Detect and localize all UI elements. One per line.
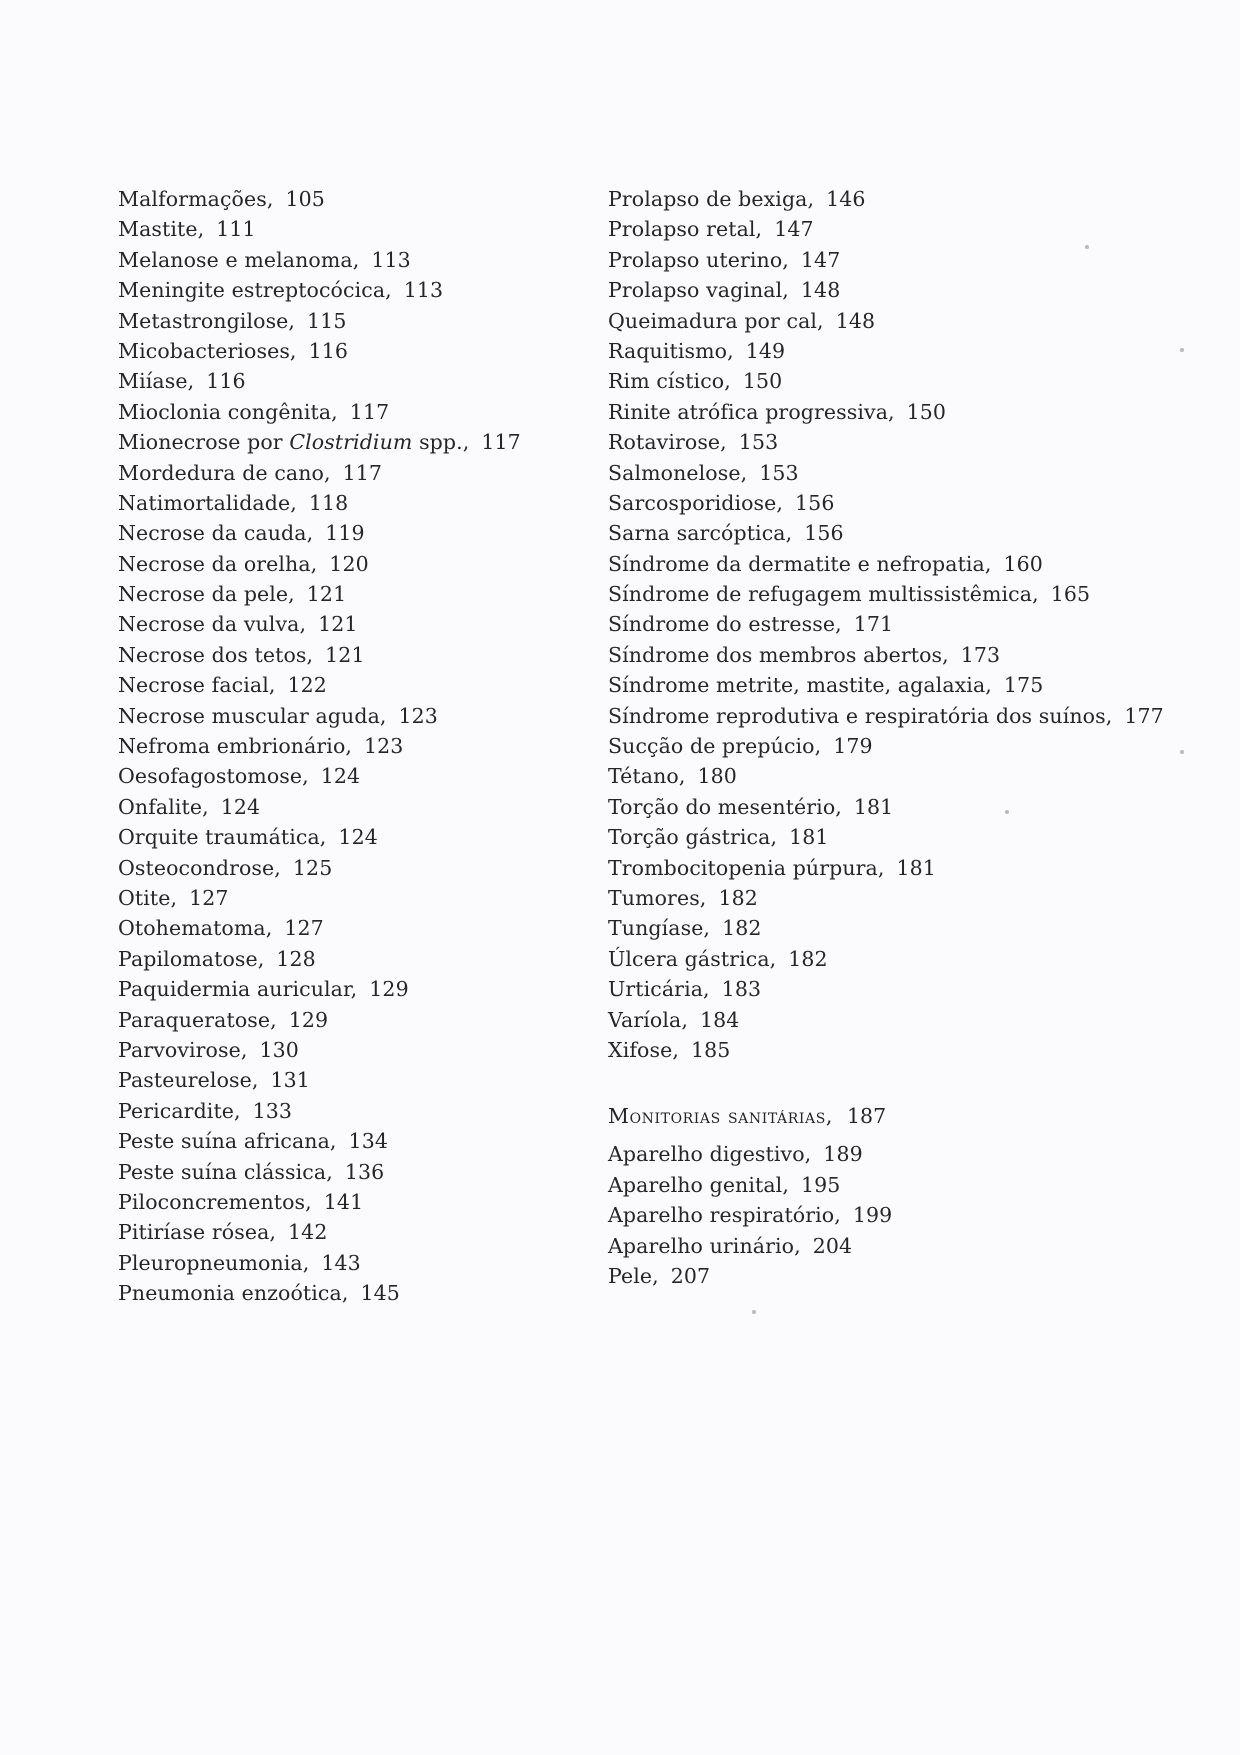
index-entry: [118, 853, 588, 883]
index-page-number: 142: [288, 1220, 328, 1245]
index-term: Otohematoma,: [118, 916, 273, 941]
index-entry: [608, 640, 1168, 670]
index-entry: [608, 792, 1168, 822]
index-term: Necrose da vulva,: [118, 612, 307, 637]
index-page-number: 128: [276, 946, 316, 971]
index-page-number: 121: [306, 582, 347, 607]
index-term: Piloconcrementos,: [118, 1189, 312, 1214]
index-entry: [118, 792, 588, 822]
index-page-number: 177: [1124, 703, 1164, 728]
index-entry: [118, 640, 588, 670]
index-entry: [118, 275, 588, 305]
index-page-number: 143: [321, 1250, 361, 1275]
index-page-number: 173: [960, 642, 1001, 667]
index-term: Mionecrose por: [118, 430, 283, 455]
index-term: Rim cístico,: [608, 369, 731, 394]
paper-speck: [1085, 245, 1089, 249]
index-entry: [608, 245, 1168, 275]
index-term: Paraqueratose,: [118, 1007, 277, 1032]
index-entry: [118, 1126, 588, 1156]
index-term: Torção gástrica,: [608, 825, 778, 850]
index-term: Síndrome do estresse,: [608, 612, 842, 637]
index-entry: [118, 974, 588, 1004]
index-term: Rotavirose,: [608, 430, 727, 455]
index-entry: [608, 336, 1168, 366]
index-term: Pneumonia enzoótica,: [118, 1281, 349, 1306]
index-page-number: 118: [308, 490, 349, 515]
index-page-number: 123: [398, 703, 438, 728]
index-page-number: 127: [189, 885, 229, 910]
index-page-number: 124: [320, 764, 361, 789]
index-page-number: 116: [206, 369, 246, 394]
paper-speck: [1180, 750, 1184, 754]
index-term: Necrose muscular aguda,: [118, 703, 387, 728]
index-page-number: 148: [800, 278, 841, 303]
section-page-number: 187: [847, 1104, 887, 1129]
index-term: Paquidermia auricular,: [118, 977, 358, 1002]
index-term: Natimortalidade,: [118, 490, 297, 515]
index-page-number: 181: [896, 855, 936, 880]
index-entry: [608, 1231, 1168, 1261]
index-entry: [608, 549, 1168, 579]
index-term: Mioclonia congênita,: [118, 399, 338, 424]
index-entry: [608, 184, 1168, 214]
index-term: Peste suína clássica,: [118, 1159, 333, 1184]
index-term: Pericardite,: [118, 1098, 241, 1123]
index-entry: [118, 670, 588, 700]
index-page-number: 105: [285, 187, 325, 211]
index-page-number: 120: [329, 551, 369, 576]
index-term: Queimadura por cal,: [608, 308, 824, 333]
index-page-number: 182: [788, 946, 828, 971]
index-term: Úlcera gástrica,: [608, 946, 777, 971]
index-entry: [118, 549, 588, 579]
index-term: Mastite,: [118, 217, 205, 242]
index-page-number: 181: [789, 825, 829, 850]
index-entry: [608, 1035, 1168, 1065]
index-term: Raquitismo,: [608, 338, 734, 363]
index-entry: [608, 397, 1168, 427]
index-page-number: 147: [774, 217, 814, 242]
index-page-number: 184: [699, 1007, 740, 1032]
index-term: Síndrome reprodutiva e respiratória dos suínos,: [608, 703, 1113, 728]
index-term-suffix: spp.,: [419, 430, 470, 455]
index-entry: [118, 944, 588, 974]
index-page-number: 153: [759, 460, 799, 485]
index-entry: [118, 214, 588, 244]
index-term: Prolapso retal,: [608, 217, 763, 242]
index-entry: [118, 458, 588, 488]
index-term: Prolapso de bexiga,: [608, 187, 815, 211]
index-page-number: 116: [308, 338, 348, 363]
index-term: Aparelho genital,: [608, 1172, 789, 1197]
index-page-number: 127: [284, 916, 324, 941]
index-term: Rinite atrófica progressiva,: [608, 399, 895, 424]
index-page-number: 189: [823, 1142, 863, 1167]
index-page-number: 146: [826, 187, 866, 211]
section-title: Monitorias sanitárias,: [608, 1104, 834, 1129]
index-page-number: 113: [403, 278, 444, 303]
index-page-number: 115: [307, 308, 347, 333]
index-term: Prolapso vaginal,: [608, 278, 789, 303]
index-page-number: 122: [287, 673, 327, 698]
index-entry: [608, 1005, 1168, 1035]
section-entries-list: [608, 1139, 1168, 1291]
index-term: Necrose da pele,: [118, 582, 295, 607]
index-entry: [608, 214, 1168, 244]
index-page-number: 124: [220, 794, 261, 819]
index-entry: [608, 458, 1168, 488]
index-page-number: 182: [722, 916, 762, 941]
index-entry: [608, 974, 1168, 1004]
index-term: Otite,: [118, 885, 178, 910]
index-column-right: [608, 184, 1168, 1291]
index-entry: [118, 488, 588, 518]
index-entry: [608, 670, 1168, 700]
index-term: Varíola,: [608, 1007, 688, 1032]
index-entry: [118, 427, 588, 457]
index-page-number: 133: [252, 1098, 293, 1123]
index-page-number: 119: [325, 521, 365, 546]
index-term: Sarna sarcóptica,: [608, 521, 793, 546]
index-page-number: 175: [1003, 673, 1044, 698]
index-page-number: 111: [216, 217, 256, 242]
index-term-italic: Clostridium: [289, 430, 413, 455]
index-page-number: 153: [738, 430, 779, 455]
index-entry: [608, 853, 1168, 883]
index-term: Onfalite,: [118, 794, 209, 819]
right-entries-list: [608, 184, 1168, 1065]
index-term: Salmonelose,: [608, 460, 748, 485]
index-entry: [608, 913, 1168, 943]
index-entry: [118, 701, 588, 731]
index-page-number: 117: [481, 430, 521, 455]
index-term: Malformações,: [118, 187, 274, 211]
index-entry: [118, 1217, 588, 1247]
index-entry: [118, 883, 588, 913]
index-term: Necrose da cauda,: [118, 521, 314, 546]
index-term: Necrose facial,: [118, 673, 276, 698]
section-heading: [608, 1101, 1168, 1131]
index-entry: [118, 245, 588, 275]
index-entry: [118, 822, 588, 852]
index-entry: [118, 609, 588, 639]
index-term: Sucção de prepúcio,: [608, 734, 822, 759]
index-page-number: 199: [852, 1203, 893, 1228]
index-page-number: 156: [804, 521, 844, 546]
index-entry: [608, 1261, 1168, 1291]
index-entry: [118, 1065, 588, 1095]
paper-speck: [1180, 348, 1184, 352]
index-term: Síndrome da dermatite e nefropatia,: [608, 551, 992, 576]
index-entry: [608, 275, 1168, 305]
index-page-number: 180: [697, 764, 737, 789]
index-page-number: 165: [1050, 582, 1091, 607]
index-page-number: 141: [323, 1189, 364, 1214]
index-page-number: 149: [745, 338, 786, 363]
index-page-number: 148: [835, 308, 876, 333]
index-page-number: 124: [338, 825, 378, 850]
index-term: Parvovirose,: [118, 1037, 248, 1062]
index-page-number: 171: [853, 612, 894, 637]
index-term: Nefroma embrionário,: [118, 734, 353, 759]
paper-speck: [1005, 810, 1009, 814]
index-entry: [118, 731, 588, 761]
index-page-number: 123: [364, 734, 404, 759]
index-page-number: 117: [349, 399, 390, 424]
index-entry: [118, 1096, 588, 1126]
index-page-number: 195: [800, 1172, 841, 1197]
index-entry: [118, 397, 588, 427]
index-entry: [608, 427, 1168, 457]
index-page-number: 145: [360, 1281, 400, 1306]
index-term: Prolapso uterino,: [608, 247, 789, 272]
index-term: Síndrome de refugagem multissistêmica,: [608, 582, 1039, 607]
index-entry: [608, 366, 1168, 396]
index-entry: [118, 1187, 588, 1217]
index-term: Tumores,: [608, 885, 707, 910]
index-entry: [118, 518, 588, 548]
index-term: Necrose dos tetos,: [118, 642, 314, 667]
index-term: Xifose,: [608, 1037, 679, 1062]
index-entry: [608, 944, 1168, 974]
index-term: Trombocitopenia púrpura,: [608, 855, 885, 880]
index-entry: [608, 701, 1168, 731]
index-page-number: 121: [318, 612, 358, 637]
index-term: Mordedura de cano,: [118, 460, 331, 485]
index-entry: [118, 1278, 588, 1308]
index-page-number: 160: [1003, 551, 1043, 576]
index-entry: [118, 579, 588, 609]
index-page-number: 147: [800, 247, 841, 272]
index-term: Orquite traumática,: [118, 825, 327, 850]
index-column-left: [118, 184, 588, 1308]
index-page-number: 130: [259, 1037, 299, 1062]
index-term: Oesofagostomose,: [118, 764, 309, 789]
index-term: Síndrome dos membros abertos,: [608, 642, 949, 667]
index-page-number: 185: [690, 1037, 731, 1062]
index-page-number: 113: [371, 247, 411, 272]
paper-speck: [752, 1310, 756, 1314]
index-entry: [608, 488, 1168, 518]
index-term: Síndrome metrite, mastite, agalaxia,: [608, 673, 992, 698]
index-term: Sarcosporidiose,: [608, 490, 784, 515]
index-entry: [118, 761, 588, 791]
index-entry: [608, 609, 1168, 639]
index-term: Torção do mesentério,: [608, 794, 842, 819]
index-entry: [118, 1157, 588, 1187]
index-entry: [608, 1200, 1168, 1230]
index-term: Necrose da orelha,: [118, 551, 318, 576]
index-term: Peste suína africana,: [118, 1129, 337, 1154]
index-page-number: 136: [344, 1159, 385, 1184]
index-page-number: 131: [270, 1068, 310, 1093]
index-term: Pleuropneumonia,: [118, 1250, 310, 1275]
index-entry: [118, 306, 588, 336]
index-term: Micobacterioses,: [118, 338, 297, 363]
index-page-number: 182: [718, 885, 758, 910]
index-term: Aparelho urinário,: [608, 1233, 801, 1258]
index-page-number: 181: [853, 794, 894, 819]
index-term: Pasteurelose,: [118, 1068, 259, 1093]
index-term: Melanose e melanoma,: [118, 247, 360, 272]
index-entry: [608, 306, 1168, 336]
index-term: Pitiríase rósea,: [118, 1220, 277, 1245]
index-entry: [608, 822, 1168, 852]
index-entry: [118, 1005, 588, 1035]
index-term: Papilomatose,: [118, 946, 265, 971]
index-entry: [608, 883, 1168, 913]
index-term: Aparelho digestivo,: [608, 1142, 812, 1167]
index-term: Miíase,: [118, 369, 195, 394]
index-term: Aparelho respiratório,: [608, 1203, 841, 1228]
index-entry: [608, 761, 1168, 791]
index-entry: [608, 579, 1168, 609]
index-page-number: 134: [348, 1129, 388, 1154]
index-entry: [118, 1248, 588, 1278]
index-entry: [118, 366, 588, 396]
index-page-number: 129: [369, 977, 409, 1002]
index-term: Tungíase,: [608, 916, 711, 941]
index-entry: [118, 1035, 588, 1065]
index-page-number: 183: [721, 977, 762, 1002]
index-page-number: 150: [742, 369, 783, 394]
index-entry: [118, 336, 588, 366]
index-term: Osteocondrose,: [118, 855, 281, 880]
index-term: Pele,: [608, 1263, 659, 1288]
index-term: Urticária,: [608, 977, 710, 1002]
index-page-number: 129: [288, 1007, 329, 1032]
index-page-number: 121: [325, 642, 365, 667]
index-page-number: 156: [795, 490, 835, 515]
index-term: Meningite estreptocócica,: [118, 278, 392, 303]
index-entry: [608, 731, 1168, 761]
index-page-number: 207: [670, 1263, 711, 1288]
index-page-number: 204: [812, 1233, 853, 1258]
index-page-number: 117: [342, 460, 383, 485]
index-page-number: 179: [833, 734, 873, 759]
index-page-number: 150: [906, 399, 947, 424]
index-term: Tétano,: [608, 764, 686, 789]
index-entry: [608, 1170, 1168, 1200]
index-page-number: 125: [292, 855, 333, 880]
index-term: Metastrongilose,: [118, 308, 296, 333]
index-entry: [118, 913, 588, 943]
index-entry: [118, 184, 588, 214]
index-entry: [608, 518, 1168, 548]
index-entry: [608, 1139, 1168, 1169]
